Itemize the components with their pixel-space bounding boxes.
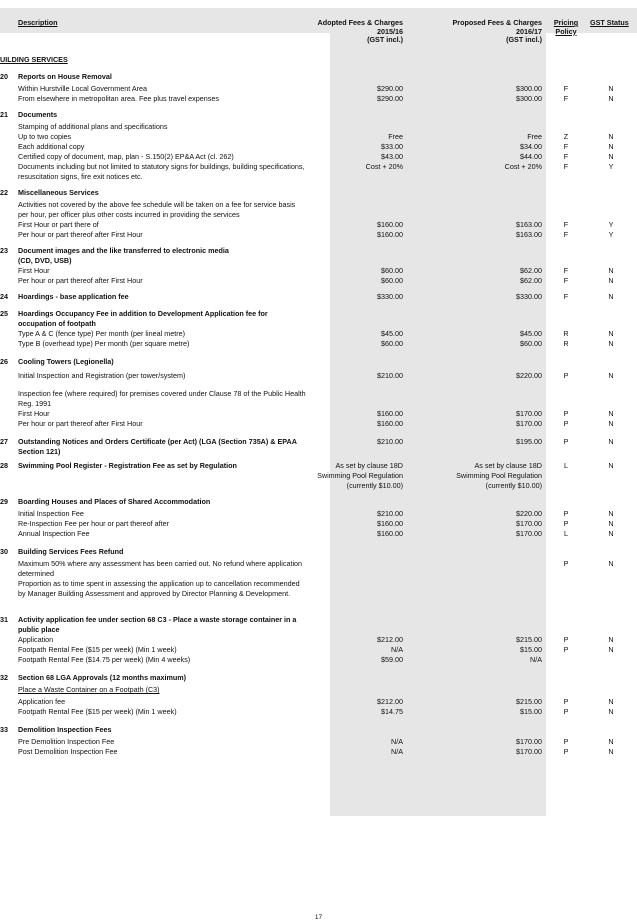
proposed-fee: $300.00: [516, 84, 542, 93]
gst-status: N: [608, 266, 614, 275]
gst-status: Y: [608, 220, 614, 229]
item-description: Building Services Fees Refund: [18, 547, 124, 556]
item-description: Annual Inspection Fee: [18, 529, 90, 538]
pricing-policy: F: [563, 220, 569, 229]
table-row: [0, 461, 637, 471]
item-description: Within Hurstville Local Government Area: [18, 84, 148, 93]
gst-status: Y: [608, 162, 614, 171]
pricing-policy: P: [563, 697, 569, 706]
item-description: Outstanding Notices and Orders Certificate (per Act) (LGA (Section 735A) & EPAA: [18, 437, 297, 446]
table-row: [0, 645, 637, 655]
proposed-fee: Cost + 20%: [504, 162, 542, 171]
proposed-fee: $170.00: [516, 519, 542, 528]
header-proposed-line3: (GST incl.): [506, 35, 542, 44]
table-row: [0, 529, 637, 539]
item-description: Section 68 LGA Approvals (12 months maximum): [18, 673, 187, 682]
pricing-policy: P: [563, 437, 569, 446]
gst-status: N: [608, 737, 614, 746]
header-proposed: [453, 19, 542, 45]
item-description: Miscellaneous Services: [18, 188, 99, 197]
table-row: [0, 471, 637, 481]
item-description: Reg. 1991: [18, 399, 52, 408]
table-row: [0, 122, 637, 132]
item-number: 28: [0, 461, 8, 470]
table-row: [0, 339, 637, 349]
header-pricing-line1: Pricing: [553, 18, 579, 27]
proposed-fee: $215.00: [516, 697, 542, 706]
item-description: From elsewhere in metropolitan area. Fee plus travel expenses: [18, 94, 219, 103]
adopted-fee: $43.00: [381, 152, 403, 161]
table-row: [0, 673, 637, 683]
proposed-fee: N/A: [530, 655, 542, 664]
adopted-fee: As set by clause 18D: [335, 461, 403, 470]
table-row: [0, 319, 637, 329]
table-row: [0, 142, 637, 152]
table-row: [0, 172, 637, 182]
table-row: [0, 747, 637, 757]
gst-status: N: [608, 707, 614, 716]
table-row: [0, 256, 637, 266]
table-row: [0, 481, 637, 491]
item-description: Place a Waste Container on a Footpath (C3): [18, 685, 160, 694]
proposed-fee: $170.00: [516, 737, 542, 746]
item-description: Maximum 50% where any assessment has been carried out. No refund where application: [18, 559, 303, 568]
table-row: [0, 292, 637, 302]
proposed-fee: Free: [527, 132, 542, 141]
adopted-fee: $45.00: [381, 329, 403, 338]
pricing-policy: R: [563, 339, 569, 348]
adopted-fee: Cost + 20%: [365, 162, 403, 171]
pricing-policy: P: [563, 409, 569, 418]
item-description: Proportion as to time spent in assessing the application up to cancellation recommended: [18, 579, 300, 588]
header-gst-status: GST Status: [590, 18, 629, 27]
pricing-policy: F: [563, 266, 569, 275]
adopted-fee: N/A: [391, 645, 403, 654]
item-description: Application fee: [18, 697, 66, 706]
item-description: First Hour: [18, 409, 50, 418]
header-adopted-line3: (GST incl.): [367, 35, 403, 44]
item-description: Reports on House Removal: [18, 72, 112, 81]
pricing-policy: P: [563, 707, 569, 716]
adopted-fee: $210.00: [377, 509, 403, 518]
item-number: 24: [0, 292, 8, 301]
table-row: [0, 220, 637, 230]
gst-status: N: [608, 339, 614, 348]
item-description: Per hour or part thereof after First Hour: [18, 276, 143, 285]
item-description: Boarding Houses and Places of Shared Accommodation: [18, 497, 211, 506]
proposed-fee: Swimming Pool Regulation: [456, 471, 542, 480]
gst-status: N: [608, 152, 614, 161]
item-number: 25: [0, 309, 8, 318]
table-row: [0, 357, 637, 367]
table-row: [0, 200, 637, 210]
pricing-policy: Z: [563, 132, 569, 141]
adopted-fee: $290.00: [377, 94, 403, 103]
table-row: [0, 589, 637, 599]
adopted-fee: $160.00: [377, 529, 403, 538]
table-row: [0, 246, 637, 256]
proposed-fee: $220.00: [516, 371, 542, 380]
proposed-fee: $170.00: [516, 419, 542, 428]
pricing-policy: F: [563, 142, 569, 151]
table-row: [0, 419, 637, 429]
table-row: [0, 635, 637, 645]
pricing-policy: L: [564, 529, 568, 538]
proposed-fee: $45.00: [520, 329, 542, 338]
adopted-fee: $330.00: [377, 292, 403, 301]
gst-status: N: [608, 329, 614, 338]
table-row: [0, 437, 637, 447]
proposed-fee: $62.00: [520, 276, 542, 285]
header-proposed-line1: Proposed Fees & Charges: [452, 18, 542, 27]
pricing-policy: P: [563, 371, 569, 380]
table-row: [0, 188, 637, 198]
item-number: 30: [0, 547, 8, 556]
pricing-policy: L: [564, 461, 568, 470]
pricing-policy: P: [563, 509, 569, 518]
item-description: Up to two copies: [18, 132, 72, 141]
adopted-fee: $210.00: [377, 371, 403, 380]
table-row: [0, 707, 637, 717]
item-description: resuscitation signs, fire exit notices etc.: [18, 172, 143, 181]
table-row: [0, 519, 637, 529]
item-number: 31: [0, 615, 8, 624]
item-description: Section 121): [18, 447, 61, 456]
adopted-fee: $33.00: [381, 142, 403, 151]
item-number: 32: [0, 673, 8, 682]
proposed-fee: $44.00: [520, 152, 542, 161]
table-row: [0, 276, 637, 286]
gst-status: N: [608, 437, 614, 446]
table-row: [0, 509, 637, 519]
item-number: 20: [0, 72, 8, 81]
adopted-fee: (currently $10.00): [346, 481, 403, 490]
adopted-fee: $160.00: [377, 409, 403, 418]
proposed-fee: $170.00: [516, 529, 542, 538]
pricing-policy: F: [563, 276, 569, 285]
gst-status: N: [608, 519, 614, 528]
item-description: Inspection fee (where required) for premises covered under Clause 78 of the Public Health: [18, 389, 306, 398]
adopted-fee: $210.00: [377, 437, 403, 446]
table-row: [0, 152, 637, 162]
header-proposed-line2: 2016/17: [516, 26, 542, 36]
item-description: Activity application fee under section 68 C3 - Place a waste storage container in a: [18, 615, 297, 624]
table-row: [0, 110, 637, 120]
gst-status: N: [608, 747, 614, 756]
item-description: Footpath Rental Fee ($15 per week) (Min 1 week): [18, 707, 177, 716]
item-description: Type B (overhead type) Per month (per square metre): [18, 339, 190, 348]
pricing-policy: P: [563, 747, 569, 756]
item-description: Application: [18, 635, 54, 644]
table-row: [0, 625, 637, 635]
gst-status: N: [608, 84, 614, 93]
item-description: Hoardings - base application fee: [18, 292, 129, 301]
table-row: [0, 371, 637, 381]
table-row: [0, 697, 637, 707]
proposed-fee: $170.00: [516, 747, 542, 756]
table-row: [0, 547, 637, 557]
adopted-fee: Free: [388, 132, 403, 141]
adopted-fee: $290.00: [377, 84, 403, 93]
gst-status: N: [608, 559, 614, 568]
item-description: First Hour: [18, 266, 50, 275]
adopted-fee: $212.00: [377, 635, 403, 644]
gst-status: N: [608, 645, 614, 654]
item-description: Footpath Rental Fee ($15 per week) (Min 1 week): [18, 645, 177, 654]
proposed-fee: $62.00: [520, 266, 542, 275]
table-row: [0, 94, 637, 104]
gst-status: N: [608, 461, 614, 470]
table-row: [0, 266, 637, 276]
header-description: Description: [18, 18, 58, 27]
item-description: per hour, per officer plus other costs incurred in providing the services: [18, 210, 240, 219]
adopted-fee: N/A: [391, 737, 403, 746]
item-description: Post Demolition Inspection Fee: [18, 747, 118, 756]
proposed-fee: $195.00: [516, 437, 542, 446]
table-row: [0, 389, 637, 399]
table-row: [0, 210, 637, 220]
item-description: Certified copy of document, map, plan - S.150(2) EP&A Act (cl. 262): [18, 152, 234, 161]
item-number: 29: [0, 497, 8, 506]
proposed-fee: $300.00: [516, 94, 542, 103]
item-description: public place: [18, 625, 60, 634]
adopted-fee: N/A: [391, 747, 403, 756]
table-row: [0, 569, 637, 579]
pricing-policy: F: [563, 230, 569, 239]
table-row: [0, 329, 637, 339]
header-adopted: [318, 19, 403, 45]
table-row: [0, 230, 637, 240]
adopted-fee: $160.00: [377, 419, 403, 428]
table-row: [0, 447, 637, 457]
table-row: [0, 737, 637, 747]
gst-status: N: [608, 635, 614, 644]
item-description: Type A & C (fence type) Per month (per lineal metre): [18, 329, 185, 338]
gst-status: N: [608, 419, 614, 428]
proposed-fee: As set by clause 18D: [474, 461, 542, 470]
pricing-policy: F: [563, 94, 569, 103]
item-description: Re-Inspection Fee per hour or part thereof after: [18, 519, 170, 528]
table-row: [0, 725, 637, 735]
item-description: (CD, DVD, USB): [18, 256, 72, 265]
pricing-policy: F: [563, 292, 569, 301]
header-pricing-policy: [552, 19, 580, 36]
gst-status: N: [608, 509, 614, 518]
proposed-fee: $163.00: [516, 220, 542, 229]
item-description: by Manager Building Assessment and approved by Director Planning & Development.: [18, 589, 291, 598]
item-description: occupation of footpath: [18, 319, 96, 328]
table-row: [0, 559, 637, 569]
gst-status: N: [608, 276, 614, 285]
pricing-policy: F: [563, 152, 569, 161]
adopted-fee: $60.00: [381, 276, 403, 285]
proposed-fee: $34.00: [520, 142, 542, 151]
adopted-fee: $160.00: [377, 220, 403, 229]
proposed-fee: $15.00: [520, 707, 542, 716]
proposed-fee: (currently $10.00): [485, 481, 542, 490]
pricing-policy: P: [563, 519, 569, 528]
item-description: determined: [18, 569, 54, 578]
gst-status: N: [608, 94, 614, 103]
adopted-fee: $60.00: [381, 339, 403, 348]
table-row: [0, 84, 637, 94]
pricing-policy: F: [563, 84, 569, 93]
proposed-fee: $60.00: [520, 339, 542, 348]
pricing-policy: F: [563, 162, 569, 171]
proposed-fee: $330.00: [516, 292, 542, 301]
item-description: Each additional copy: [18, 142, 85, 151]
table-row: [0, 309, 637, 319]
item-number: 22: [0, 188, 8, 197]
table-row: [0, 132, 637, 142]
item-number: 21: [0, 110, 8, 119]
item-description: Demolition Inspection Fees: [18, 725, 112, 734]
proposed-fee: $15.00: [520, 645, 542, 654]
adopted-fee: $160.00: [377, 230, 403, 239]
item-description: Initial Inspection Fee: [18, 509, 84, 518]
adopted-fee: $212.00: [377, 697, 403, 706]
gst-status: N: [608, 142, 614, 151]
item-number: 27: [0, 437, 8, 446]
header-adopted-line1: Adopted Fees & Charges: [317, 18, 403, 27]
pricing-policy: P: [563, 635, 569, 644]
item-description: Stamping of additional plans and specifications: [18, 122, 168, 131]
item-description: First Hour or part there of: [18, 220, 99, 229]
table-row: [0, 655, 637, 665]
item-description: Per hour or part thereof after First Hour: [18, 230, 143, 239]
pricing-policy: P: [563, 737, 569, 746]
gst-status: N: [608, 292, 614, 301]
table-row: [0, 685, 637, 695]
item-number: 23: [0, 246, 8, 255]
pricing-policy: P: [563, 559, 569, 568]
table-row: [0, 72, 637, 82]
pricing-policy: R: [563, 329, 569, 338]
section-title: UILDING SERVICES: [0, 55, 68, 64]
item-description: Cooling Towers (Legionella): [18, 357, 114, 366]
item-description: Documents: [18, 110, 58, 119]
table-row: [0, 399, 637, 409]
pricing-policy: P: [563, 645, 569, 654]
gst-status: Y: [608, 230, 614, 239]
adopted-fee: $14.75: [381, 707, 403, 716]
gst-status: N: [608, 409, 614, 418]
table-row: [0, 497, 637, 507]
table-row: [0, 615, 637, 625]
item-description: Documents including but not limited to statutory signs for buildings, building specifications,: [18, 162, 305, 171]
adopted-fee: $160.00: [377, 519, 403, 528]
gst-status: N: [608, 132, 614, 141]
item-description: Initial Inspection and Registration (per tower/system): [18, 371, 186, 380]
header-pricing-line2: Policy: [555, 26, 577, 36]
header-adopted-line2: 2015/16: [377, 26, 403, 36]
item-description: Footpath Rental Fee ($14.75 per week) (Min 4 weeks): [18, 655, 191, 664]
pricing-policy: P: [563, 419, 569, 428]
item-description: Per hour or part thereof after First Hour: [18, 419, 143, 428]
item-description: Document images and the like transferred to electronic media: [18, 246, 229, 255]
item-number: 33: [0, 725, 8, 734]
item-description: Activities not covered by the above fee schedule will be taken on a fee for service basis: [18, 200, 296, 209]
adopted-fee: $60.00: [381, 266, 403, 275]
item-description: Swimming Pool Register - Registration Fee as set by Regulation: [18, 461, 237, 470]
item-description: Pre Demolition Inspection Fee: [18, 737, 115, 746]
table-row: [0, 162, 637, 172]
proposed-fee: $215.00: [516, 635, 542, 644]
adopted-fee: Swimming Pool Regulation: [317, 471, 403, 480]
proposed-fee: $163.00: [516, 230, 542, 239]
gst-status: N: [608, 529, 614, 538]
page-number: 17: [314, 914, 323, 921]
proposed-fee: $170.00: [516, 409, 542, 418]
adopted-fee: $59.00: [381, 655, 403, 664]
gst-status: N: [608, 697, 614, 706]
item-number: 26: [0, 357, 8, 366]
proposed-fee: $220.00: [516, 509, 542, 518]
gst-status: N: [608, 371, 614, 380]
item-description: Hoardings Occupancy Fee in addition to Development Application fee for: [18, 309, 268, 318]
table-row: [0, 579, 637, 589]
table-row: [0, 409, 637, 419]
